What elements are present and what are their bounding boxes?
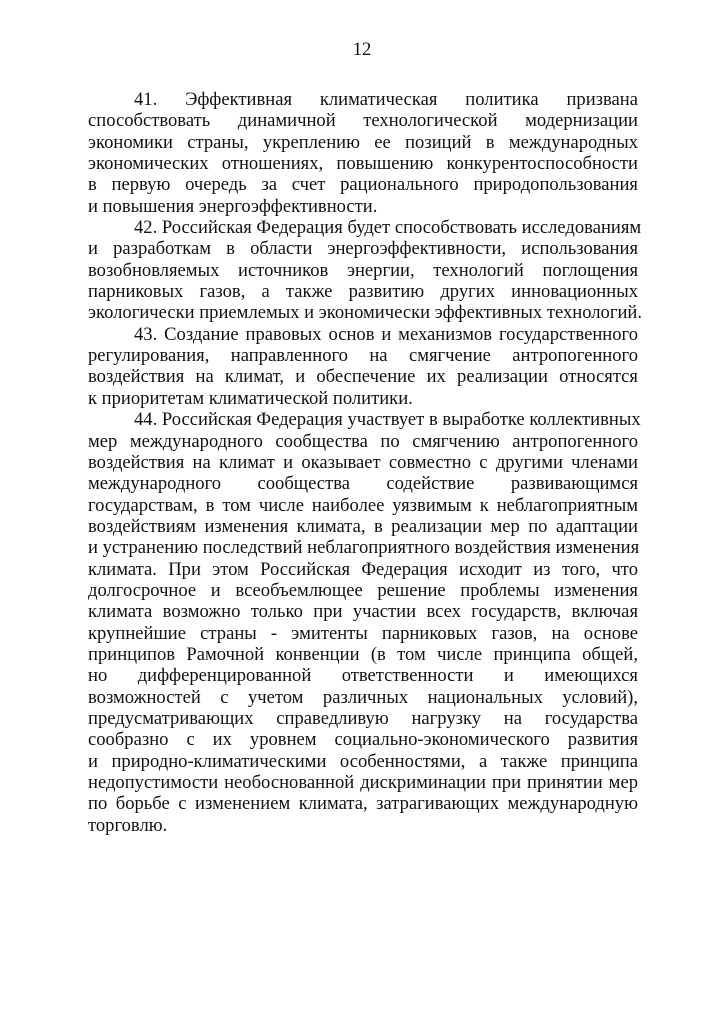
text-line: сообразно с их уровнем социально-экономического развития <box>88 729 638 751</box>
text-line: долгосрочное и всеобъемлющее решение проблемы изменения <box>88 579 638 601</box>
text-line: и природно-климатическими особенностями, а также принципа <box>88 750 638 772</box>
text-line: по борьбе с изменением климата, затрагивающих международную <box>88 793 638 815</box>
text-line: и устранению последствий неблагоприятного воздействия изменения <box>88 537 640 559</box>
text-line: климата возможно только при участии всех государств, включая <box>88 601 638 623</box>
text-line: 44. Российская Федерация участвует в выработке коллективных <box>134 409 641 431</box>
paragraph-41 <box>88 89 638 217</box>
text-line: экологически приемлемых и экономически эффективных технологий. <box>88 302 643 324</box>
text-line: принципов Рамочной конвенции (в том числе принципа общей, <box>88 643 638 665</box>
page-number: 12 <box>352 39 372 60</box>
text-line: к приоритетам климатической политики. <box>88 387 413 409</box>
text-line: воздействия на климат, и обеспечение их реализации относятся <box>88 366 638 388</box>
text-line: 43. Создание правовых основ и механизмов государственного <box>134 323 638 345</box>
text-line: воздействия на климат и оказывает совместно с другими членами <box>88 451 638 473</box>
text-line: в первую очередь за счет рационального природопользования <box>88 174 638 196</box>
text-line: 41. Эффективная климатическая политика призвана <box>134 89 638 110</box>
text-line: недопустимости необоснованной дискриминации при принятии мер <box>88 772 638 793</box>
text-line: международного сообщества содействие развивающимся <box>88 473 638 495</box>
text-line: возобновляемых источников энергии, технологий поглощения <box>88 259 638 281</box>
text-line: и разработкам в области энергоэффективности, использования <box>88 238 638 260</box>
text-line: но дифференцированной ответственности и имеющихся <box>88 665 638 687</box>
text-line: крупнейшие страны - эмитенты парниковых газов, на основе <box>88 622 638 644</box>
text-line: воздействиям изменения климата, в реализации мер по адаптации <box>88 515 638 537</box>
text-line: государствам, в том числе наиболее уязвимым к неблагоприятным <box>88 494 638 516</box>
text-line: 42. Российская Федерация будет способствовать исследованиям <box>134 217 642 239</box>
text-line: мер международного сообщества по смягчению антропогенного <box>88 430 638 452</box>
text-line: экономических отношениях, повышению конкурентоспособности <box>88 153 638 175</box>
text-line: предусматривающих справедливую нагрузку на государства <box>88 707 638 729</box>
text-line: парниковых газов, а также развитию других инновационных <box>88 281 638 303</box>
text-line: возможностей с учетом различных национальных условий), <box>88 686 638 708</box>
paragraph-44 <box>88 409 641 836</box>
text-line: регулирования, направленного на смягчение антропогенного <box>88 345 638 367</box>
paragraph-42 <box>88 217 643 324</box>
text-line: климата. При этом Российская Федерация исходит из того, что <box>88 558 638 580</box>
text-line: способствовать динамичной технологической модернизации <box>88 110 638 132</box>
document-body <box>88 89 643 836</box>
paragraph-43 <box>88 324 638 409</box>
text-line: и повышения энергоэффективности. <box>88 195 378 217</box>
text-line: экономики страны, укреплению ее позиций в международных <box>88 131 638 153</box>
text-line: торговлю. <box>88 814 168 836</box>
